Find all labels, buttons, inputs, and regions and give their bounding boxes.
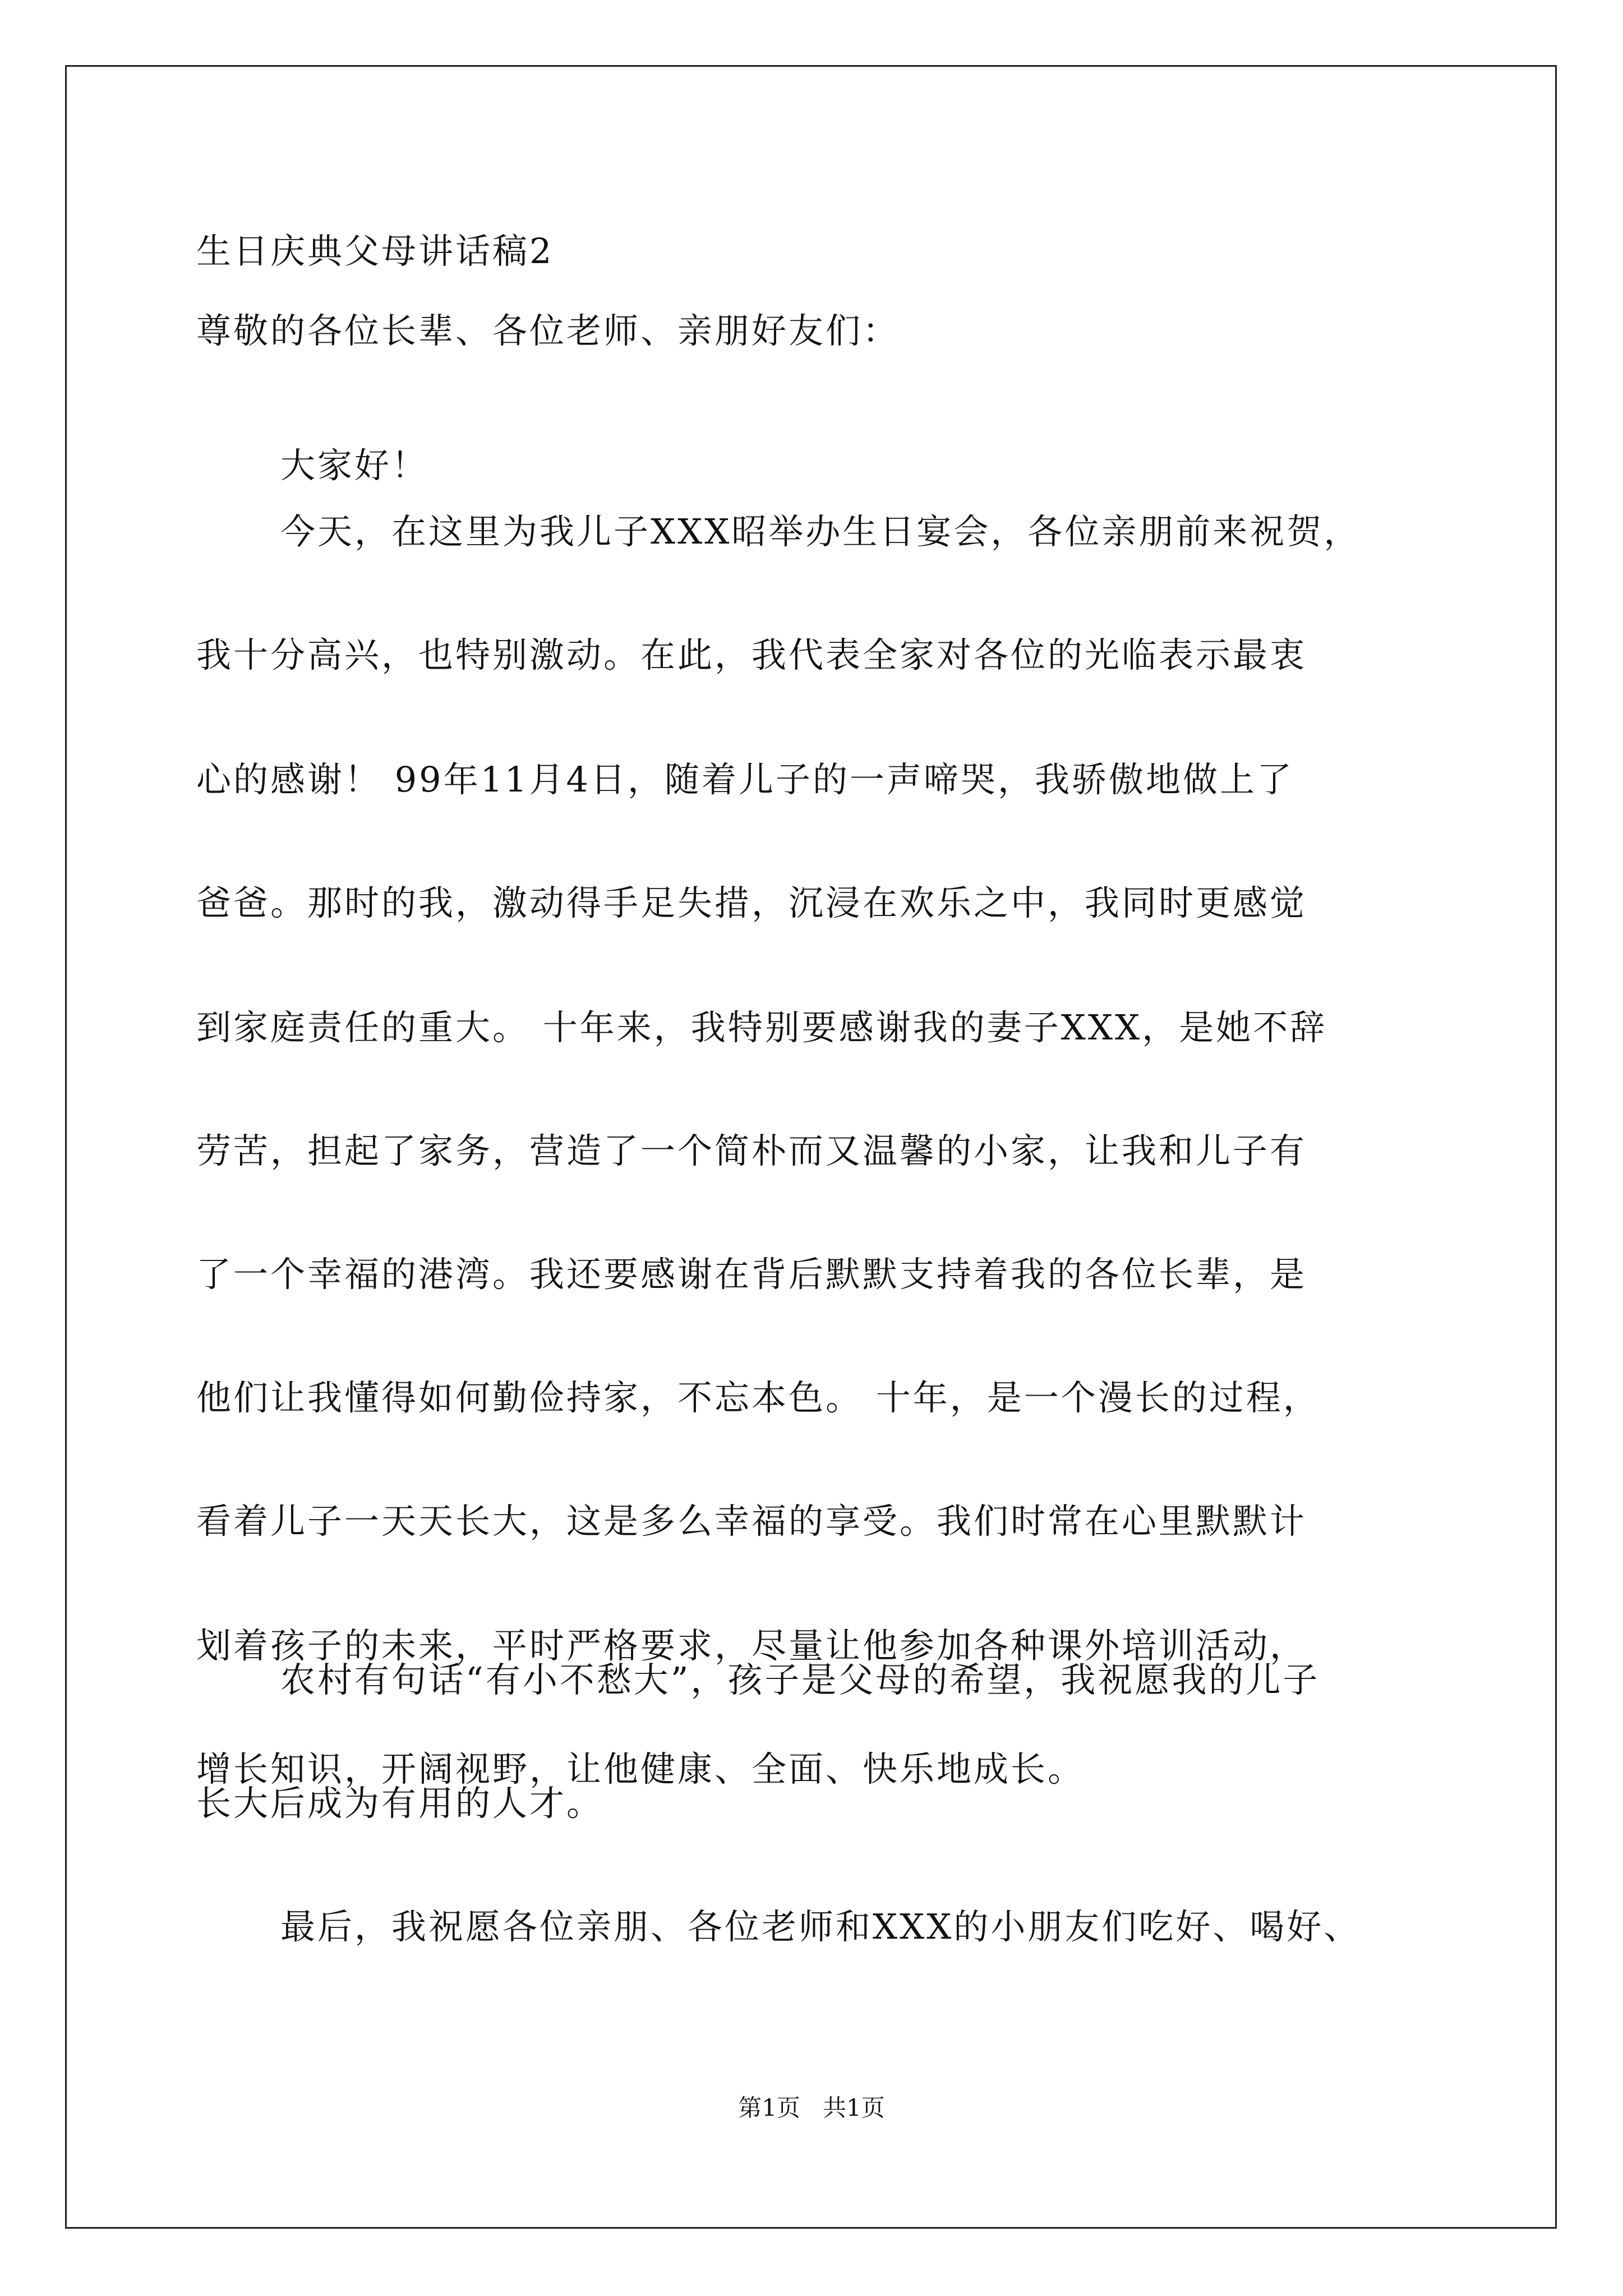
document-title: 生日庆典父母讲话稿2 [196, 231, 554, 272]
paragraph-line: 看着儿子一天天长大，这是多么幸福的享受。我们时常在心里默默计 [196, 1501, 1307, 1542]
paragraph-line: 心的感谢！ 99年11月4日，随着儿子的一声啼哭，我骄傲地做上了 [196, 759, 1294, 800]
paragraph-line: 增长知识，开阔视野，让他健康、全面、快乐地成长。 [196, 1749, 1085, 1789]
paragraph-line: 爸爸。那时的我，激动得手足失措，沉浸在欢乐之中，我同时更感觉 [196, 882, 1307, 923]
paragraph-line: 划着孩子的未来，平时严格要求，尽量让他参加各种课外培训活动， [196, 1625, 1307, 1666]
paragraph-line: 到家庭责任的重大。 十年来，我特别要感谢我的妻子XXX，是她不辞 [196, 1007, 1327, 1048]
salutation: 尊敬的各位长辈、各位老师、亲朋好友们： [196, 310, 900, 351]
paragraph-line: 今天，在这里为我儿子XXX昭举办生日宴会，各位亲朋前来祝贺， [280, 511, 1361, 552]
paragraph-line: 我十分高兴，也特别激动。在此，我代表全家对各位的光临表示最衷 [196, 634, 1307, 675]
paragraph-line: 农村有句话“有小不愁大”，孩子是父母的希望，我祝愿我的儿子 [280, 1659, 1320, 1700]
page-footer: 第1页 共1页 [738, 2094, 885, 2122]
greeting: 大家好！ [280, 445, 429, 486]
paragraph-line: 他们让我懂得如何勤俭持家，不忘本色。 十年，是一个漫长的过程， [196, 1377, 1320, 1418]
paragraph-line: 劳苦，担起了家务，营造了一个简朴而又温馨的小家，让我和儿子有 [196, 1130, 1307, 1171]
paragraph-line: 长大后成为有用的人才。 [196, 1783, 604, 1824]
paragraph-line: 最后，我祝愿各位亲朋、各位老师和XXX的小朋友们吃好、喝好、 [280, 1906, 1361, 1947]
paragraph-line: 了一个幸福的港湾。我还要感谢在背后默默支持着我的各位长辈，是 [196, 1254, 1307, 1295]
